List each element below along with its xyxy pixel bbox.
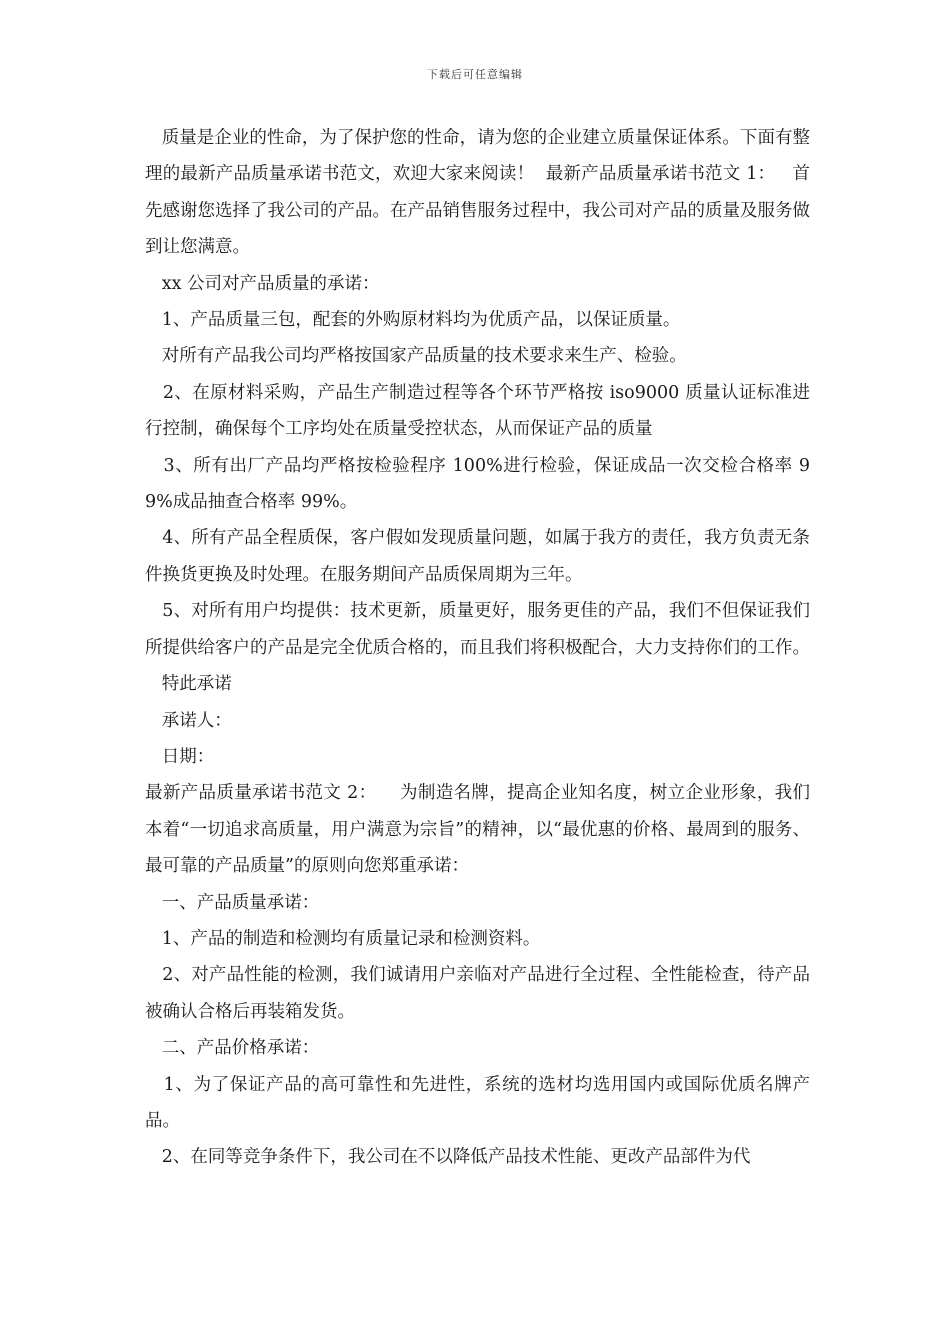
paragraph-section-2-heading: 二、产品价格承诺： [145,1038,320,1059]
paragraph-section-1-item-2: 2、对产品性能的检测，我们诚请用户亲临对产品进行全过程、全性能检查，待产品被确认合格后再装箱发货。 [145,965,810,1022]
paragraph-section-2-item-2: 2、在同等竞争条件下，我公司在不以降低产品技术性能、更改产品部件为代 [145,1147,751,1168]
paragraph-section-2-item-1: 1、为了保证产品的高可靠性和先进性，系统的选材均选用国内或国际优质名牌产品。 [145,1074,810,1131]
paragraph-signatory: 承诺人： [145,710,232,731]
paragraph-item-5: 5、对所有用户均提供：技术更新，质量更好，服务更佳的产品，我们不但保证我们所提供给客户的产品是完全优质合格的，而且我们将积极配合，大力支持你们的工作。 [145,601,810,658]
paragraph-section-1-item-1: 1、产品的制造和检测均有质量记录和检测资料。 [145,928,541,949]
paragraph-section-1-heading: 一、产品质量承诺： [145,892,320,913]
paragraph-item-1: 1、产品质量三包，配套的外购原材料均为优质产品，以保证质量。 [145,310,681,331]
paragraph-sample-2-intro: 最新产品质量承诺书范文 2： 为制造名牌，提高企业知名度，树立企业形象，我们本着“一切追求高质量，用户满意为宗旨”的精神，以“最优惠的价格、最周到的服务、最可靠的产品质量”的原则向您郑重承诺： [145,783,810,877]
paragraph-standard: 对所有产品我公司均严格按国家产品质量的技术要求来生产、检验。 [145,346,687,367]
paragraph-date: 日期： [145,746,215,767]
paragraph-intro: 质量是企业的性命，为了保护您的性命，请为您的企业建立质量保证体系。下面有整理的最新产品质量承诺书范文，欢迎大家来阅读！ 最新产品质量承诺书范文 1： 首先感谢您选择了我公司的产品。在产品销售服务过程中，我公司对产品的质量及服务做到让您满意。 [145,128,810,258]
paragraph-item-2: 2、在原材料采购，产品生产制造过程等各个环节严格按 iso9000 质量认证标准进行控制，确保每个工序均处在质量受控状态，从而保证产品的质量 [145,382,810,440]
paragraph-hereby: 特此承诺 [145,674,232,695]
document-body [145,120,810,1176]
paragraph-commitment-heading: xx 公司对产品质量的承诺： [145,273,380,294]
page-header-note: 下载后可任意编辑 [427,68,523,81]
paragraph-item-4: 4、所有产品全程质保，客户假如发现质量问题，如属于我方的责任，我方负责无条件换货更换及时处理。在服务期间产品质保周期为三年。 [145,528,810,585]
paragraph-item-3: 3、所有出厂产品均严格按检验程序 100%进行检验，保证成品一次交检合格率 99%成品抽查合格率 99%。 [145,455,810,513]
